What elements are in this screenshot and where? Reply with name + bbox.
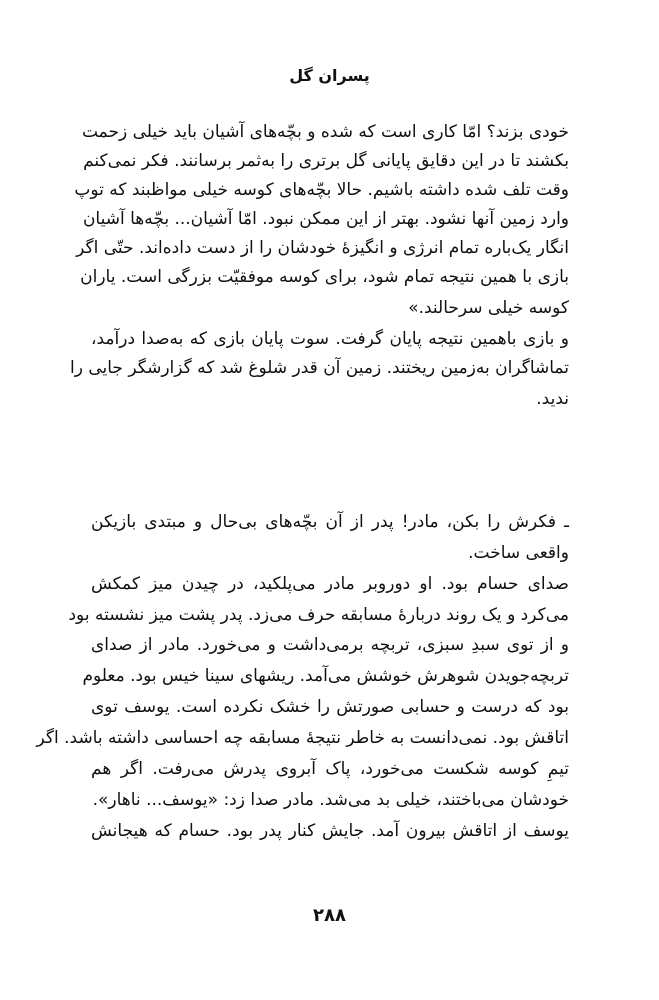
text-line: یوسف از اتاقش بیرون آمد. جایش کنار پدر بود. حسام که هیجانش (91, 821, 569, 841)
text-line: بود که درست و حسابی صورتش را خشک نکرده است. یوسف توی (91, 697, 569, 717)
text-line: بکشند تا در این دقایق پایانی گل برتری را به‌ثمر برسانند. فکر نمی‌کنم (83, 151, 569, 171)
text-line: خودشان می‌باختند، خیلی بد می‌شد. مادر صدا زد: «یوسف... ناهار». (92, 790, 569, 810)
text-line: تماشاگران به‌زمین ریختند. زمین آن قدر شلوغ شد که گزارشگر جایی را (70, 358, 569, 378)
text-line: انگار یک‌باره تمام انرژی و انگیزهٔ خودشان را از دست داده‌اند. حتّی اگر (76, 238, 569, 258)
text-line: وقت تلف شده داشته باشیم. حالا بچّه‌های کوسه خیلی مواظبند که توپ (74, 180, 569, 200)
text-line: بازی با همین نتیجه تمام شود، برای کوسه موفقیّت بزرگی است. یاران (80, 267, 569, 287)
running-head: پسران گل (289, 66, 370, 85)
page-number: ۲۸۸ (313, 905, 346, 926)
text-line: و از توی سبدِ سبزی، تربچه برمی‌داشت و می‌خورد. مادر از صدای (91, 635, 569, 655)
text-line: و بازی باهمین نتیجه پایان گرفت. سوت پایان بازی که به‌صدا درآمد، (91, 329, 569, 349)
text-line: اتاقش بود. نمی‌دانست به خاطر نتیجهٔ مسابقه چه احساسی داشته باشد. اگر (36, 728, 569, 748)
text-line: می‌کرد و یک روند دربارهٔ مسابقه حرف می‌زد. پدر پشت میز نشسته بود (68, 605, 569, 625)
text-line: صدای حسام بود. او دوروبر مادر می‌پلکید، در چیدن میز کمکش (91, 574, 569, 594)
text-line: واقعی ساخت. (468, 543, 569, 563)
text-line: کوسه خیلی سرحالند.» (408, 298, 569, 318)
text-line: وارد زمین آنها نشود. بهتر از این ممکن نبود. امّا آشیان... بچّه‌ها آشیان (82, 209, 569, 229)
text-line: خودی بزند؟ امّا کاری است که شده و بچّه‌های آشیان باید خیلی زحمت (81, 122, 569, 142)
text-line: تیمِ کوسه شکست می‌خورد، پاک آبروی پدرش می‌رفت. اگر هم (91, 759, 569, 779)
text-line: تربچه‌جویدن شوهرش خوشش می‌آمد. ریشهای سینا خیس بود. معلوم (82, 666, 569, 686)
text-line: ـ فکرش را بکن، مادر! پدر از آن بچّه‌های بی‌حال و مبتدی بازیکن (91, 512, 569, 532)
text-line: ندید. (536, 389, 569, 409)
